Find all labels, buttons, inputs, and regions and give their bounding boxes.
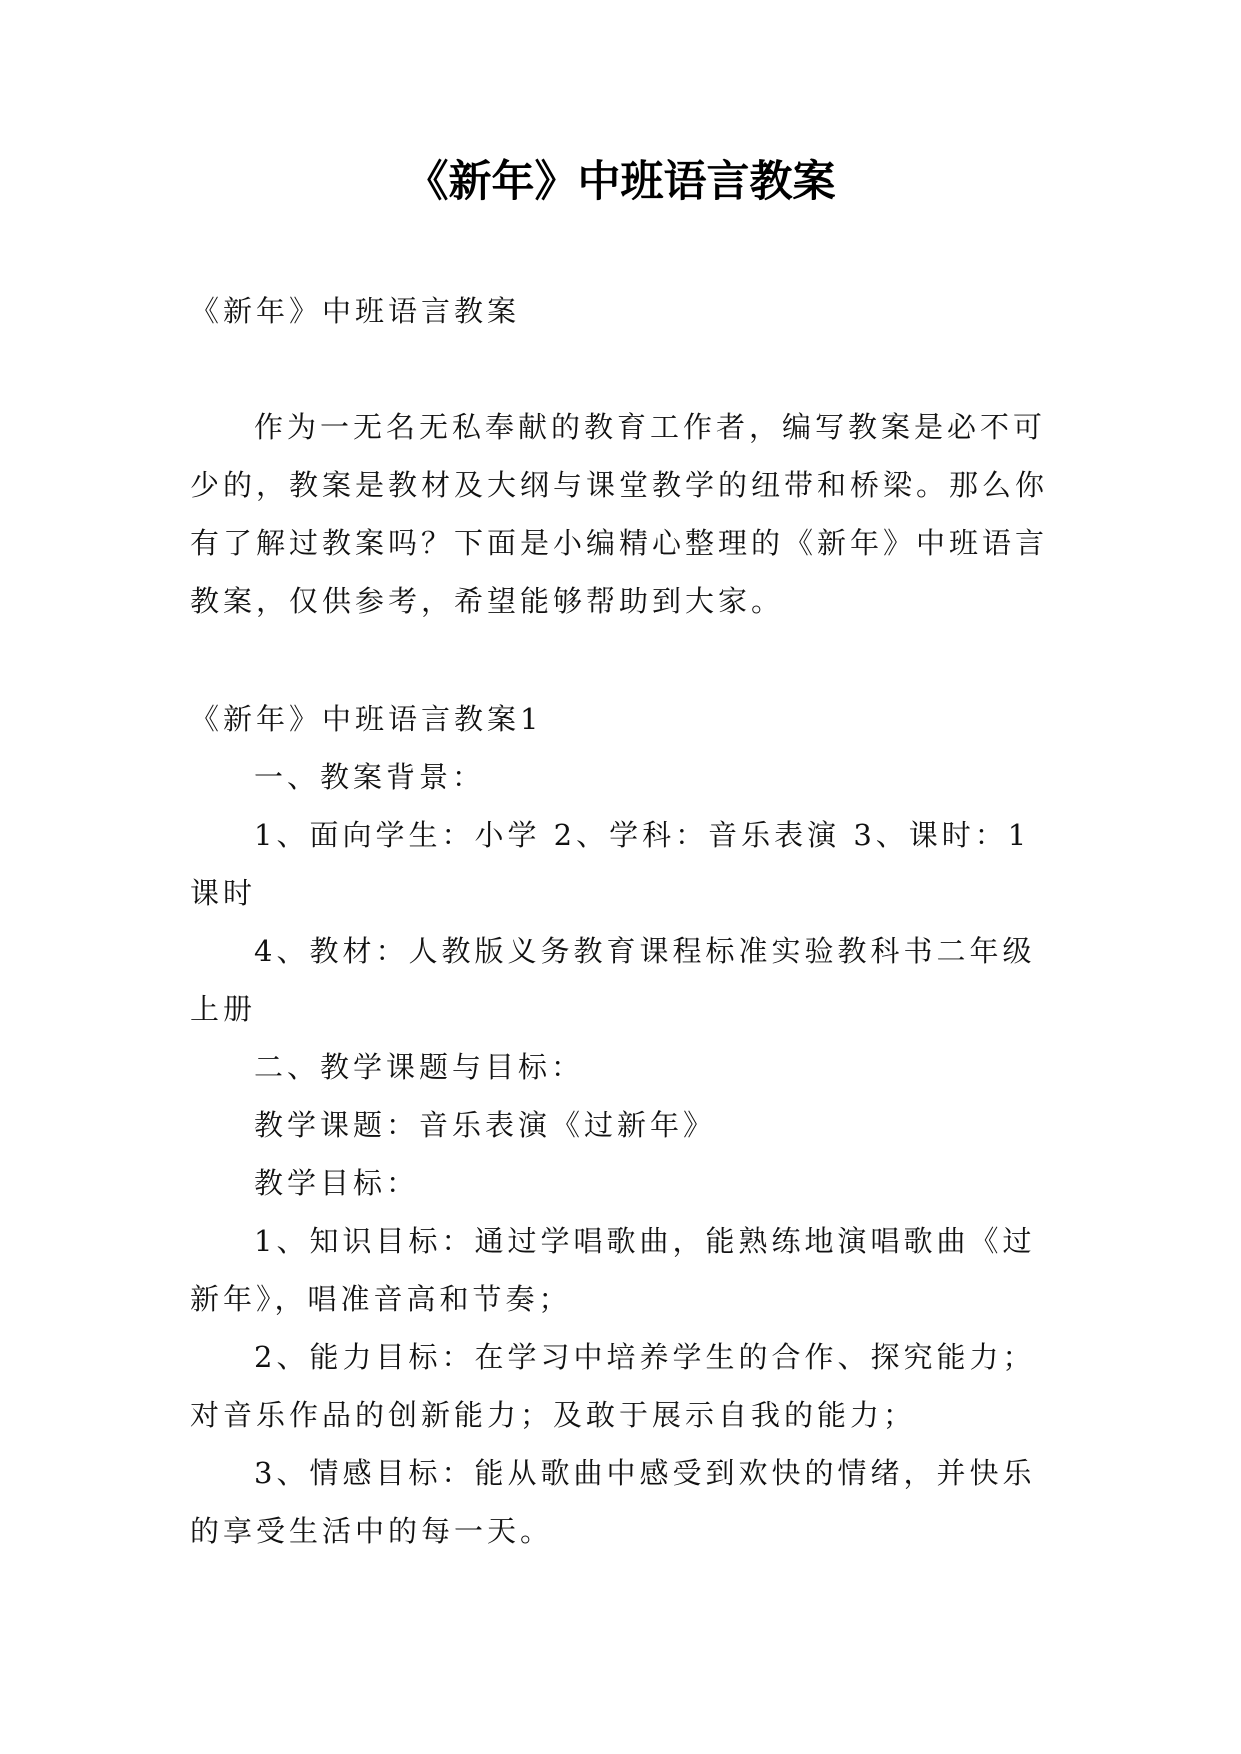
section-heading: 《新年》中班语言教案1 [190, 702, 543, 736]
document-subtitle: 《新年》中班语言教案 [190, 294, 521, 328]
intro-paragraph: 作为一无名无私奉献的教育工作者，编写教案是必不可少的，教案是教材及大纲与课堂教学的纽带和桥梁。那么你有了解过教案吗？下面是小编精心整理的《新年》中班语言教案，仅供参考，希望能够帮助到大家。 [190, 410, 1049, 618]
paragraph-background-heading: 一、教案背景： [254, 760, 486, 794]
paragraph-emotion-goal: 3、情感目标：能从歌曲中感受到欢快的情绪，并快乐的享受生活中的每一天。 [190, 1456, 1036, 1548]
paragraph-audience: 1、面向学生：小学 2、学科：音乐表演 3、课时：1课时 [190, 818, 1031, 910]
paragraph-objectives-heading: 教学目标： [254, 1166, 420, 1200]
paragraph-goals-heading: 二、教学课题与目标： [254, 1050, 585, 1084]
document-title: 《新年》中班语言教案 [405, 157, 836, 207]
paragraph-ability-goal: 2、能力目标：在学习中培养学生的合作、探究能力；对音乐作品的创新能力；及敢于展示自我的能力； [190, 1340, 1036, 1432]
paragraph-textbook: 4、教材：人教版义务教育课程标准实验教科书二年级上册 [190, 934, 1036, 1026]
paragraph-topic: 教学课题：音乐表演《过新年》 [254, 1108, 717, 1142]
paragraph-knowledge-goal: 1、知识目标：通过学唱歌曲，能熟练地演唱歌曲《过新年》，唱准音高和节奏； [190, 1224, 1036, 1316]
